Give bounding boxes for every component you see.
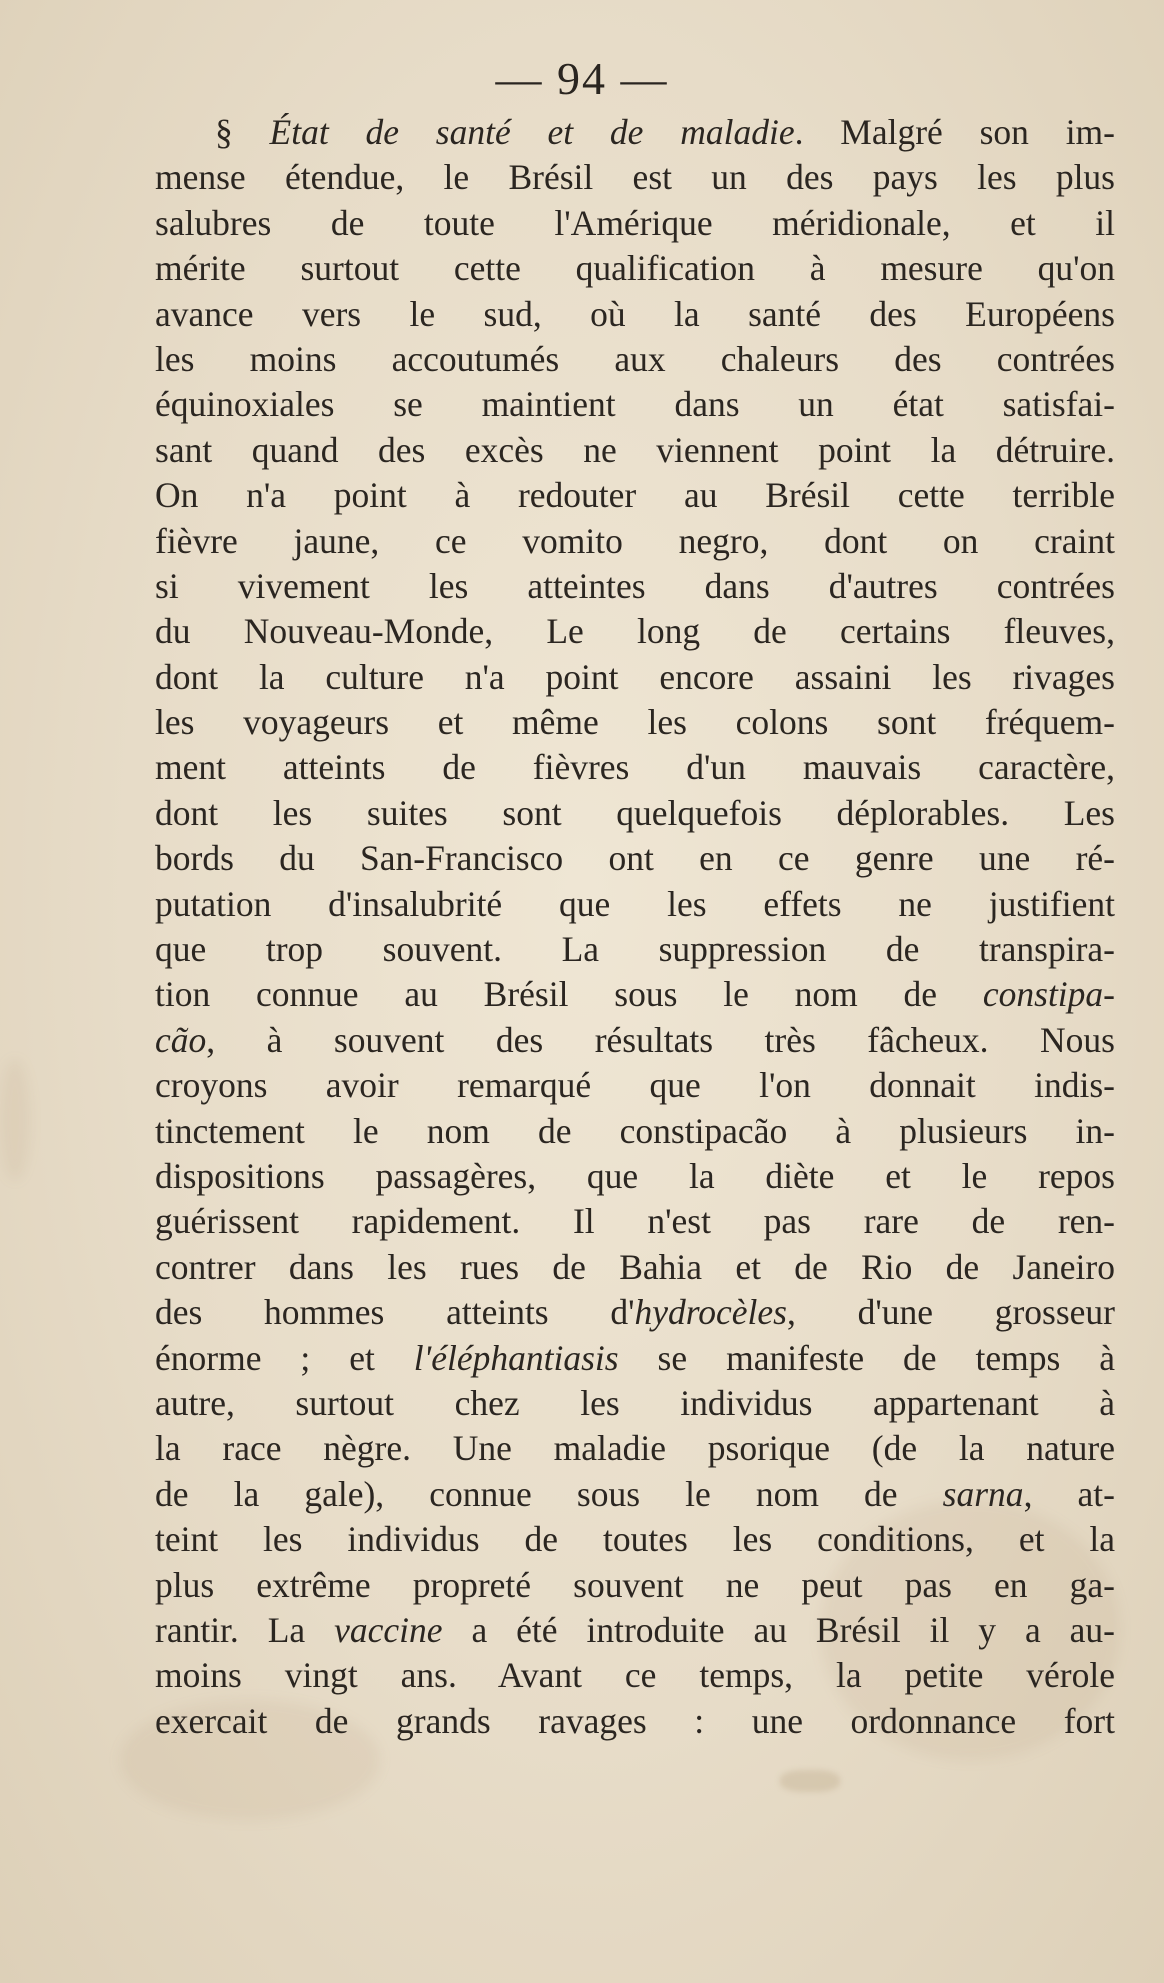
text-line: du Nouveau-Monde, Le long de certains fleuves, (155, 611, 1115, 652)
italic-term: l'éléphantiasis (413, 1337, 619, 1378)
text-span: , à souvent des résultats très fâcheux. Nous (206, 1019, 1115, 1060)
text-line: salubres de toute l'Amérique méridionale, et il (155, 202, 1115, 243)
text-line: la race nègre. Une maladie psorique (de la nature (155, 1428, 1115, 1469)
body-text (155, 110, 1115, 1744)
text-line: sant quand des excès ne viennent point la détruire. (155, 429, 1115, 470)
text-line (155, 1290, 1115, 1335)
text-line: moins vingt ans. Avant ce temps, la petite vérole (155, 1655, 1115, 1696)
text-line: autre, surtout chez les individus appartenant à (155, 1382, 1115, 1423)
text-line: dont les suites sont quelquefois déplorables. Les (155, 792, 1115, 833)
italic-term: constipa- (982, 974, 1115, 1015)
italic-term: vaccine (334, 1609, 443, 1650)
italic-term: État de santé et de maladie (269, 112, 795, 152)
text-line: ment atteints de fièvres d'un mauvais caractère, (155, 747, 1115, 788)
italic-term: hydrocèles (634, 1292, 787, 1333)
italic-term: cão (155, 1019, 207, 1060)
text-span: . Malgré son im- (794, 112, 1115, 152)
text-line (155, 1608, 1115, 1653)
text-line: putation d'insalubrité que les effets ne justifient (155, 883, 1115, 924)
text-line: plus extrême propreté souvent ne peut pas en ga- (155, 1564, 1115, 1605)
text-span: des hommes atteints d' (155, 1292, 635, 1333)
text-span: se manifeste de temps à (618, 1337, 1115, 1378)
text-line: croyons avoir remarqué que l'on donnait indis- (155, 1065, 1115, 1106)
text-line: que trop souvent. La suppression de transpira- (155, 929, 1115, 970)
text-span: § (215, 112, 270, 152)
text-line: mense étendue, le Brésil est un des pays les plus (155, 157, 1115, 198)
text-line (155, 1018, 1115, 1063)
text-line: dont la culture n'a point encore assaini les rivages (155, 656, 1115, 697)
text-line: dispositions passagères, que la diète et le repos (155, 1155, 1115, 1196)
page-number: — 94 — (495, 53, 669, 104)
text-line: avance vers le sud, où la santé des Européens (155, 293, 1115, 334)
paper-stain (0, 1060, 30, 1180)
text-span: rantir. La (155, 1609, 335, 1650)
text-line (155, 972, 1115, 1017)
text-line: si vivement les atteintes dans d'autres contrées (155, 565, 1115, 606)
text-line (155, 1336, 1115, 1381)
text-line: guérissent rapidement. Il n'est pas rare de ren- (155, 1201, 1115, 1242)
text-span: , at- (1023, 1473, 1115, 1514)
text-span: tion connue au Brésil sous le nom de (155, 974, 983, 1015)
text-line: exercait de grands ravages : une ordonnance fort (155, 1700, 1115, 1741)
italic-term: sarna (942, 1473, 1024, 1514)
text-line: teint les individus de toutes les conditions, et la (155, 1519, 1115, 1560)
text-line: contrer dans les rues de Bahia et de Rio de Janeiro (155, 1246, 1115, 1287)
text-line: bords du San-Francisco ont en ce genre une ré- (155, 838, 1115, 879)
text-line: les voyageurs et même les colons sont fréquem- (155, 702, 1115, 743)
text-span: , d'une grosseur (786, 1292, 1115, 1333)
text-line (155, 110, 1115, 155)
text-line: tinctement le nom de constipacão à plusieurs in- (155, 1110, 1115, 1151)
text-line: mérite surtout cette qualification à mesure qu'on (155, 248, 1115, 289)
text-span: a été introduite au Brésil il y a au- (442, 1609, 1115, 1650)
text-line: fièvre jaune, ce vomito negro, dont on craint (155, 520, 1115, 561)
text-line (155, 1472, 1115, 1517)
text-span: de la gale), connue sous le nom de (155, 1473, 943, 1514)
ink-smudge (780, 1770, 840, 1792)
text-line: équinoxiales se maintient dans un état satisfai- (155, 384, 1115, 425)
text-line: les moins accoutumés aux chaleurs des contrées (155, 338, 1115, 379)
text-line: On n'a point à redouter au Brésil cette terrible (155, 475, 1115, 516)
text-span: énorme ; et (155, 1337, 414, 1378)
